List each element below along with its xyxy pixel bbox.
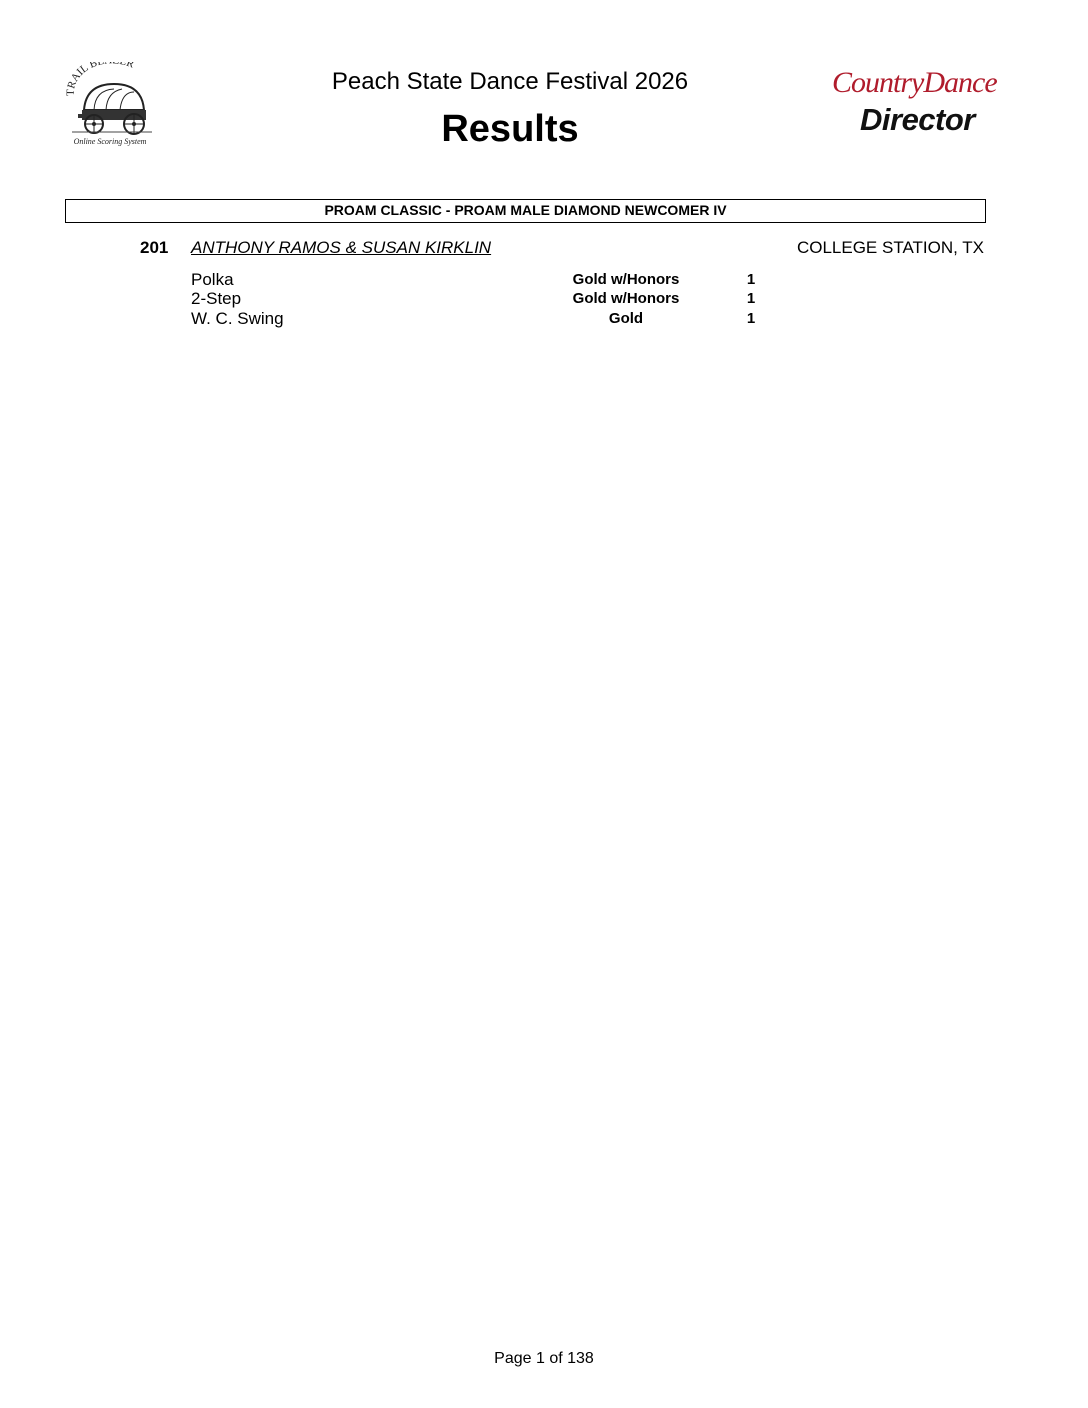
entry-location: COLLEGE STATION, TX — [796, 238, 984, 257]
event-title: Peach State Dance Festival 2026 — [331, 68, 689, 95]
country-dance-logo-text: CountryDance — [832, 66, 997, 99]
director-logo-text: Director — [860, 102, 975, 137]
dance-name: Polka — [191, 270, 234, 289]
dance-award: Gold w/Honors — [572, 290, 680, 307]
dance-award: Gold — [608, 310, 644, 327]
trailblazer-logo-top-text: TRAIL B R — [64, 62, 136, 97]
trailblazer-wagon-icon — [64, 62, 156, 148]
entry-couple-names: ANTHONY RAMOS & SUSAN KIRKLIN — [191, 238, 492, 257]
section-header: PROAM CLASSIC - PROAM MALE DIAMOND NEWCOMER IV — [65, 199, 986, 223]
dance-result-row — [191, 289, 771, 309]
dance-name: W. C. Swing — [191, 309, 284, 328]
dance-place: 1 — [746, 290, 756, 307]
country-dance-director-logo — [832, 64, 997, 144]
entry-number: 201 — [140, 238, 169, 257]
dance-result-row — [191, 309, 771, 329]
page-title: Results — [441, 108, 579, 150]
dance-result-row — [191, 270, 771, 290]
page-number: Page 1 of 138 — [494, 1350, 594, 1367]
trailblazer-logo — [64, 62, 156, 148]
dance-place: 1 — [746, 271, 756, 288]
dance-place: 1 — [746, 310, 756, 327]
dance-name: 2-Step — [191, 289, 242, 308]
trailblazer-logo-bottom-text: Online Scoring System — [73, 137, 147, 146]
dance-award: Gold w/Honors — [572, 271, 680, 288]
